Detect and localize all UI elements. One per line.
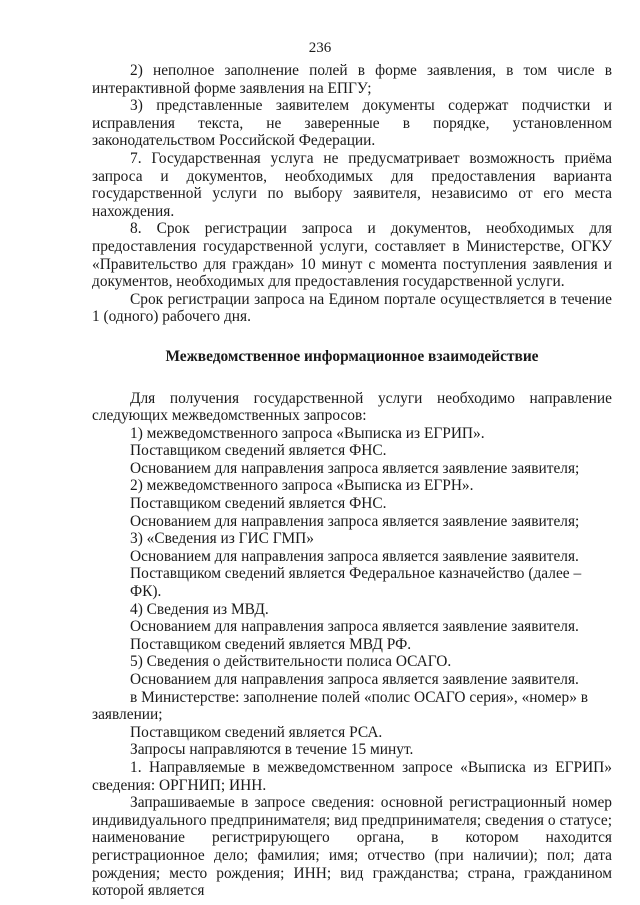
- paragraph: 8. Срок регистрации запроса и документов, необходимых для предоставления государственной услуги, составляет в Министерстве, ОГКУ «Правительство для граждан» 10 минут с момента поступления заявления и документов, необходимых для предоставления государственной услуги.: [92, 220, 612, 291]
- paragraph: Для получения государственной услуги необходимо направление следующих межведомственных запросов:: [92, 389, 612, 425]
- list-line: Поставщиком сведений является ФНС.: [130, 442, 387, 460]
- list-line: Основанием для направления запроса является заявление заявителя;: [130, 512, 580, 530]
- list-line: 5) Сведения о действительности полиса ОСАГО.: [130, 653, 452, 671]
- section-heading: Межведомственное информационное взаимодействие: [165, 347, 539, 365]
- paragraph: 1. Направляемые в межведомственном запросе «Выписка из ЕГРИП» сведения: ОРГНИП; ИНН.: [92, 758, 612, 794]
- list-line: 3) «Сведения из ГИС ГМП»: [130, 530, 314, 548]
- list-line: Основанием для направления запроса является заявление заявителя.: [130, 618, 579, 636]
- paragraph: 2) неполное заполнение полей в форме заявления, в том числе в интерактивной форме заявления на ЕПГУ;: [92, 62, 612, 97]
- paragraph: Запрашиваемые в запросе сведения: основной регистрационный номер индивидуального предпринимателя; вид предпринимателя; сведения о статусе; наименование регистрирующего органа, в котором находится регистрационное дело; фамилия; имя; отчество (при наличии); пол; дата рождения; место рождения; ИНН; вид гражданства; страна, гражданином которой является: [92, 794, 612, 900]
- page-number: 236: [308, 40, 332, 56]
- list-line: 4) Сведения из МВД.: [130, 600, 269, 618]
- ministry-line: в Министерстве: заполнение полей «полис ОСАГО серия», «номер» в: [130, 688, 589, 706]
- list-line: Основанием для направления запроса является заявление заявителя.: [130, 547, 579, 565]
- list-line: Поставщиком сведений является ФНС.: [130, 495, 387, 513]
- paragraph: 3) представленные заявителем документы содержат подчистки и исправления текста, не заверенные в порядке, установленном законодательством Российской Федерации.: [92, 97, 612, 150]
- document-body: [92, 62, 612, 900]
- list-line: Основанием для направления запроса является заявление заявителя;: [130, 459, 580, 477]
- timing-line: Запросы направляются в течение 15 минут.: [130, 741, 414, 759]
- list-line: Поставщиком сведений является Федеральное казначейство (далее – ФК).: [130, 565, 582, 601]
- list-line: 1) межведомственного запроса «Выписка из ЕГРИП».: [130, 424, 485, 442]
- supplier-line: Поставщиком сведений является РСА.: [130, 723, 383, 741]
- ministry-line-continuation: заявлении;: [92, 706, 163, 724]
- list-line: Поставщиком сведений является МВД РФ.: [130, 635, 412, 653]
- paragraph: Срок регистрации запроса на Едином портале осуществляется в течение 1 (одного) рабочего дня.: [92, 290, 612, 326]
- list-line: Основанием для направления запроса является заявление заявителя.: [130, 671, 579, 688]
- list-line: 2) межведомственного запроса «Выписка из ЕГРН».: [130, 477, 474, 495]
- paragraph: 7. Государственная услуга не предусматривает возможность приёма запроса и документов, необходимых для предоставления варианта государственной услуги по выбору заявителя, независимо от его места нахождения.: [92, 149, 612, 220]
